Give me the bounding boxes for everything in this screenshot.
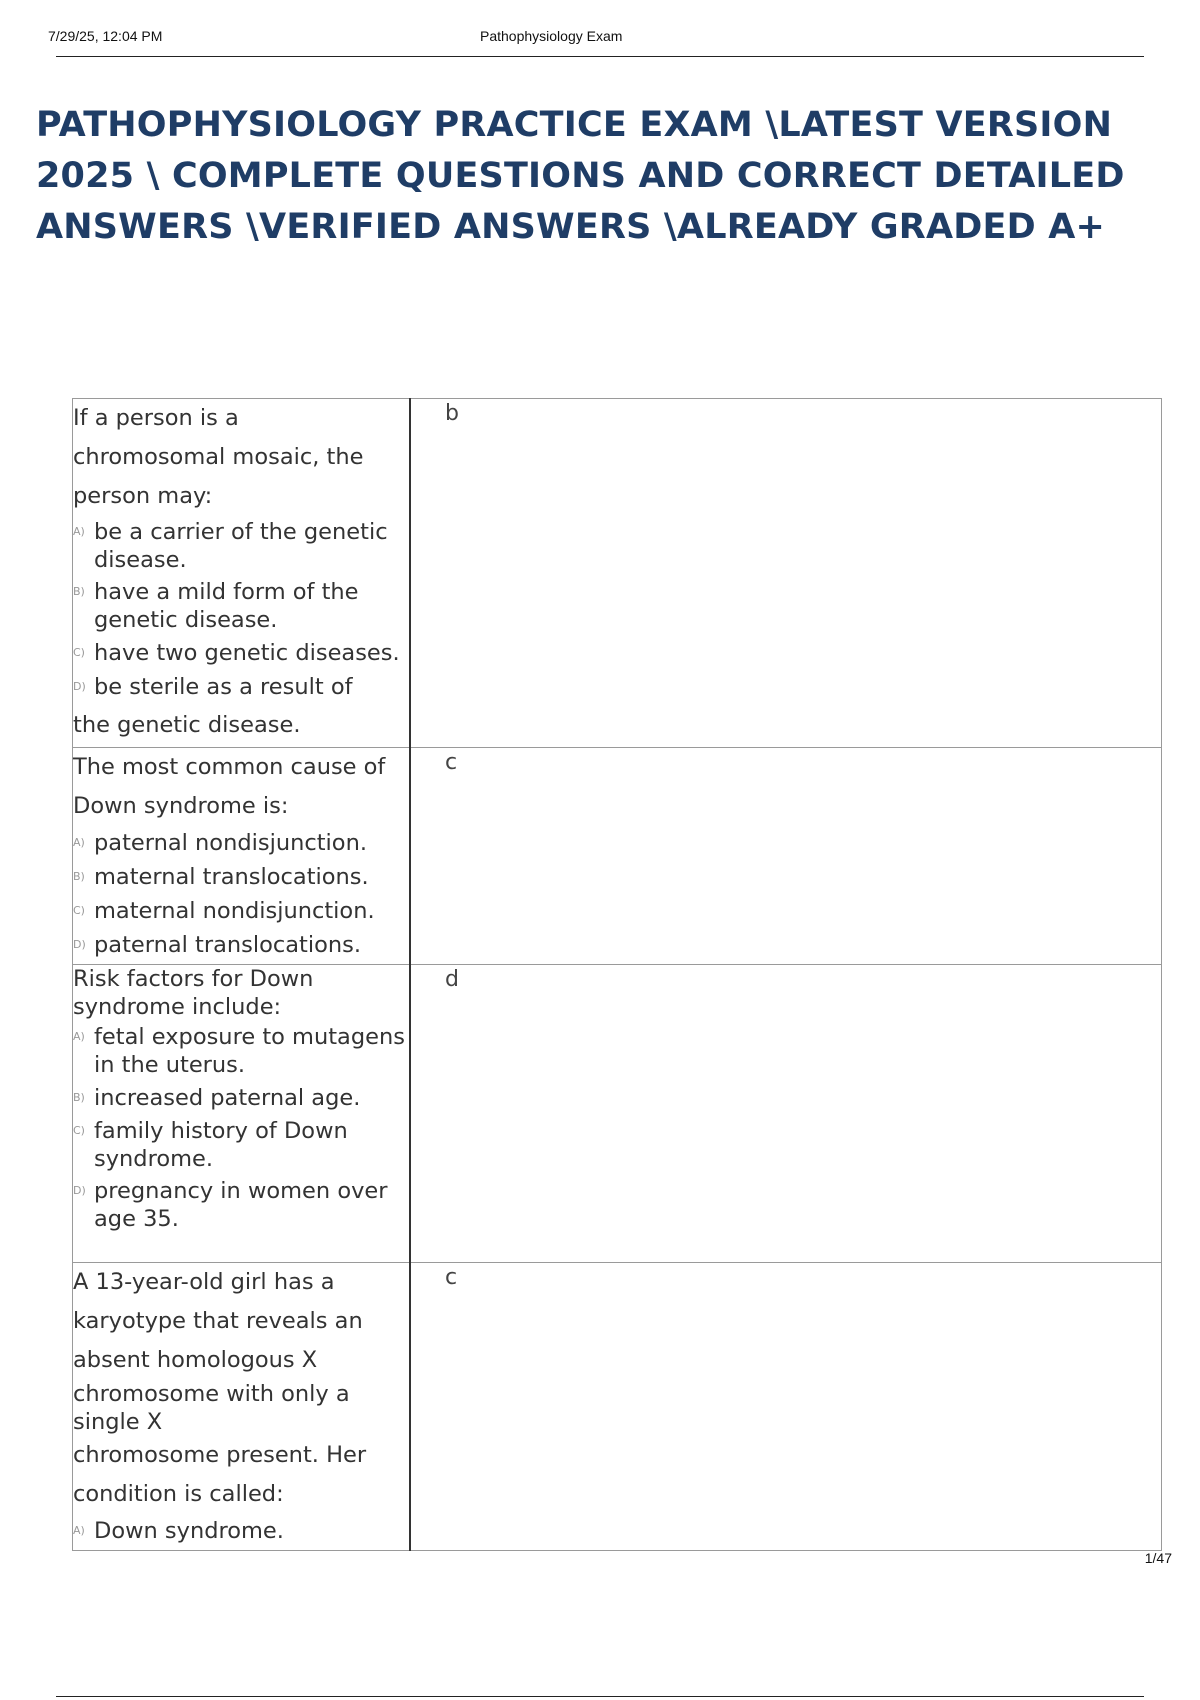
page-title: PATHOPHYSIOLOGY PRACTICE EXAM \LATEST VERSION 2025 \ COMPLETE QUESTIONS AND CORRECT DETAILED ANSWERS \VERIFIED ANSWERS \ALREADY GRADED A+ [36,105,1125,247]
option-a [73,1516,409,1546]
option-text: be a carrier of the genetic disease. [94,519,388,573]
option-d [73,930,409,960]
option-letter: B) [73,1091,85,1104]
option-letter: A) [73,1524,85,1537]
option-a [73,828,409,858]
print-datetime: 7/29/25, 12:04 PM [48,28,163,44]
footer-rule [56,1696,1144,1697]
option-letter: A) [73,1030,85,1043]
option-letter: D) [73,1184,86,1197]
question-stem-line: chromosome present. Her [73,1442,367,1468]
answer-cell: c [410,748,1162,965]
option-a [73,1023,409,1079]
question-cell [73,965,411,1263]
option-letter: B) [73,585,85,598]
option-text: pregnancy in women over age 35. [94,1178,388,1232]
option-text: paternal nondisjunction. [94,830,367,856]
option-letter: D) [73,938,86,951]
option-d [73,1177,409,1233]
option-letter: B) [73,870,85,883]
option-letter: A) [73,525,85,538]
question-stem-line: A 13-year-old girl has a [73,1269,335,1295]
page-number: 1/47 [1144,1550,1172,1566]
qa-table [72,398,1162,1551]
option-b [73,578,409,634]
answer-cell: b [410,399,1162,748]
option-text: maternal translocations. [94,864,369,890]
answer-cell: d [410,965,1162,1263]
question-cell [73,1263,411,1551]
question-stem-line: If a person is a [73,405,239,431]
option-letter: A) [73,836,85,849]
option-text: increased paternal age. [94,1085,361,1111]
question-stem-line: condition is called: [73,1481,284,1507]
option-d-continued: the genetic disease. [73,712,301,738]
option-text: Down syndrome. [94,1518,284,1544]
option-text: maternal nondisjunction. [94,898,375,924]
question-stem-line: person may: [73,483,213,509]
question-stem-line: absent homologous X [73,1347,318,1373]
question-stem-line: Risk factors for Down [73,966,314,992]
print-doc-title: Pathophysiology Exam [480,28,623,44]
question-stem-line: chromosome with only a single X [73,1381,350,1435]
option-letter: C) [73,646,85,659]
option-c [73,896,409,926]
option-text: paternal translocations. [94,932,362,958]
option-c [73,1117,409,1173]
question-cell [73,399,411,748]
qa-row [73,748,1162,965]
question-stem-line: syndrome include: [73,994,282,1020]
option-a [73,518,409,574]
option-text: fetal exposure to mutagens in the uterus. [94,1024,405,1078]
answer-cell: c [410,1263,1162,1551]
qa-row [73,965,1162,1263]
question-stem-line: The most common cause of [73,754,386,780]
option-d [73,672,409,702]
header-rule [56,56,1144,57]
option-letter: D) [73,680,86,693]
option-b [73,862,409,892]
option-text: family history of Down syndrome. [94,1118,348,1172]
option-text: be sterile as a result of [94,674,353,700]
option-text: have a mild form of the genetic disease. [94,579,359,633]
qa-row [73,399,1162,748]
question-stem-line: karyotype that reveals an [73,1308,363,1334]
question-stem-line: chromosomal mosaic, the [73,444,364,470]
question-stem-line: Down syndrome is: [73,793,289,819]
option-letter: C) [73,904,85,917]
question-cell [73,748,411,965]
qa-row [73,1263,1162,1551]
option-letter: C) [73,1124,85,1137]
option-text: have two genetic diseases. [94,640,400,666]
option-b [73,1083,409,1113]
option-c [73,638,409,668]
